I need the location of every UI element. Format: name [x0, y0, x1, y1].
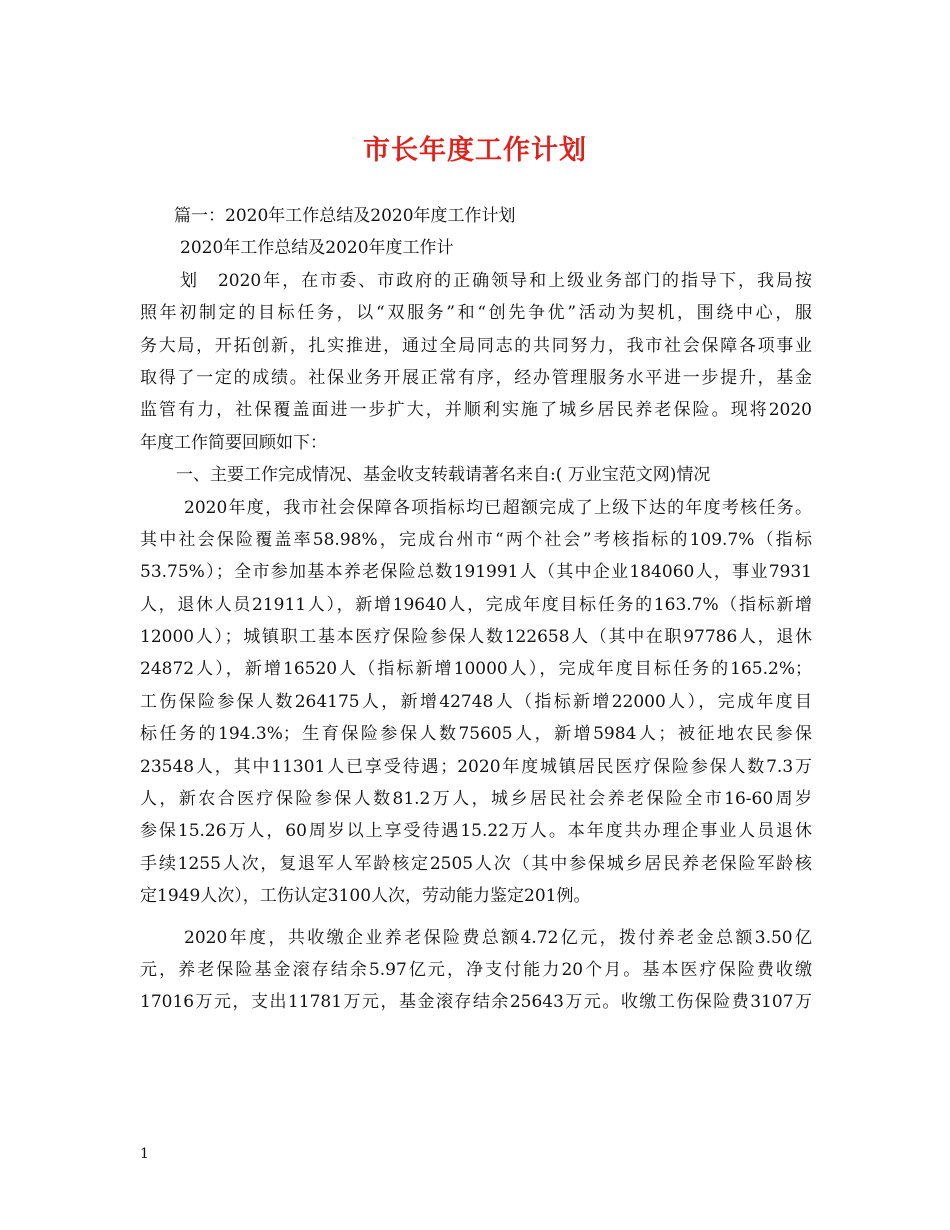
text-line: 17016万元，支出11781万元，基金滚存结余25643万元。收缴工伤保险费3107万 [140, 992, 812, 1013]
text-line: 人，新农合医疗保险参保人数81.2万人，城乡居民社会养老保险全市16-60周岁 [140, 789, 812, 810]
text-line: 定1949人次），工伤认定3100人次，劳动能力鉴定201例。 [140, 886, 591, 907]
text-line: 其中社会保险覆盖率58.98%，完成台州市“两个社会”考核指标的109.7%（指标 [140, 529, 812, 550]
text-line: 工伤保险参保人数264175人，新增42748人（指标新增22000人），完成年度目 [140, 691, 812, 712]
text-line: 2020年度，共收缴企业养老保险费总额4.72亿元，拨付养老金总额3.50亿 [184, 927, 812, 948]
document-body [140, 200, 812, 1019]
text-line: 划 2020年，在市委、市政府的正确领导和上级业务部门的指导下，我局按 [180, 270, 812, 291]
text-line: 务大局，开拓创新，扎实推进，通过全局同志的共同努力，我市社会保障各项事业 [140, 335, 812, 356]
section-subheading: 2020年工作总结及2020年度工作计 [180, 238, 454, 259]
text-line: 24872人），新增16520人（指标新增10000人），完成年度目标任务的165.2%； [140, 659, 812, 680]
text-line: 12000人）；城镇职工基本医疗保险参保人数122658人（其中在职97786人，退休 [140, 627, 812, 648]
text-line: 53.75%）；全市参加基本养老保险总数191991人（其中企业184060人，事业7931 [140, 562, 812, 583]
text-line: 照年初制定的目标任务，以“双服务”和“创先争优”活动为契机，围绕中心，服 [140, 303, 812, 324]
text-line: 2020年度，我市社会保障各项指标均已超额完成了上级下达的年度考核任务。 [184, 497, 812, 518]
document-title: 市长年度工作计划 [363, 135, 587, 166]
text-line: 手续1255人次，复退军人军龄核定2505人次（其中参保城乡居民养老保险军龄核 [140, 853, 812, 874]
text-line: 23548人，其中11301人已享受待遇；2020年度城镇居民医疗保险参保人数7.3万 [140, 756, 812, 777]
text-line: 人，退休人员21911人），新增19640人，完成年度目标任务的163.7%（指标新增 [140, 594, 812, 615]
text-line: 标任务的194.3%；生育保险参保人数75605人，新增5984人；被征地农民参保 [140, 724, 812, 745]
section-heading: 篇一：2020年工作总结及2020年度工作计划 [174, 206, 516, 226]
text-line: 取得了一定的成绩。社保业务开展正常有序，经办管理服务水平进一步提升，基金 [140, 367, 812, 388]
text-line: 参保15.26万人，60周岁以上享受待遇15.22万人。本年度共办理企事业人员退休 [140, 821, 812, 842]
text-line: 元，养老保险基金滚存结余5.97亿元，净支付能力20个月。基本医疗保险费收缴 [140, 959, 812, 980]
page-number: 1 [140, 1146, 149, 1162]
text-line: 年度工作简要回顾如下： [140, 432, 327, 453]
section-heading: 一、主要工作完成情况、基金收支转载请著名来自:( 万业宝范文网)情况 [176, 465, 711, 486]
paragraph-gap [140, 913, 812, 922]
text-line: 监管有力，社保覆盖面进一步扩大，并顺利实施了城乡居民养老保险。现将2020 [140, 400, 812, 421]
